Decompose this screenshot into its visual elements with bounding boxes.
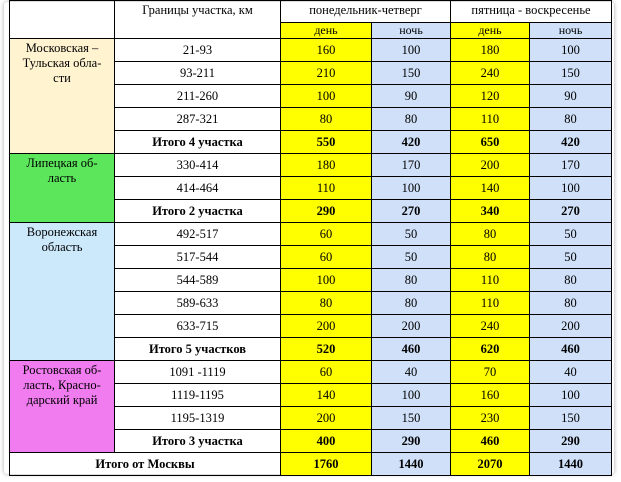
weekday-day-cell: 80	[281, 108, 372, 131]
region-line: ласть	[47, 171, 77, 185]
region-line: Воронежская	[26, 225, 98, 239]
weekday-day-cell: 60	[281, 246, 372, 269]
weekday-day-cell: 60	[281, 361, 372, 384]
weekend-day-cell: 240	[451, 62, 530, 85]
subtotal-label: Итого 5 участков	[115, 338, 281, 361]
weekday-day-cell: 210	[281, 62, 372, 85]
weekday-night-cell: 50	[372, 246, 451, 269]
weekday-night-cell: 80	[372, 269, 451, 292]
subtotal-label: Итого 4 участка	[115, 131, 281, 154]
weekday-day-cell: 60	[281, 223, 372, 246]
weekday-day-cell: 140	[281, 384, 372, 407]
weekend-day-cell: 240	[451, 315, 530, 338]
boundaries-header: Границы участка, км	[115, 1, 281, 39]
region-line: Московская –	[25, 41, 99, 55]
weekday-night-total: 460	[372, 338, 451, 361]
weekday-header: понедельник-четверг	[281, 1, 451, 23]
weekday-night-cell: 100	[372, 384, 451, 407]
region-line: Тульская обла-	[22, 56, 102, 70]
table-row	[10, 361, 612, 384]
weekday-night-cell: 80	[372, 292, 451, 315]
range-cell: 414-464	[115, 177, 281, 200]
range-cell: 492-517	[115, 223, 281, 246]
weekday-day-cell: 180	[281, 154, 372, 177]
weekend-night-cell: 170	[530, 154, 612, 177]
weekday-day-cell: 110	[281, 177, 372, 200]
grand-total-weekday-day: 1760	[281, 453, 372, 476]
table-row	[10, 39, 612, 62]
weekend-day-cell: 80	[451, 223, 530, 246]
weekend-day-cell: 70	[451, 361, 530, 384]
region-line: область	[41, 240, 83, 254]
weekend-day-total: 620	[451, 338, 530, 361]
weekend-night-total: 460	[530, 338, 612, 361]
weekday-night-cell: 150	[372, 407, 451, 430]
header-row	[10, 1, 612, 23]
weekday-day-total: 520	[281, 338, 372, 361]
range-cell: 544-589	[115, 269, 281, 292]
subtotal-label: Итого 3 участка	[115, 430, 281, 453]
weekday-day-cell: 160	[281, 39, 372, 62]
toll-rates-table	[9, 0, 612, 476]
weekday-day-header: день	[281, 23, 372, 39]
region-cell-voronezh	[10, 223, 115, 361]
weekend-day-cell: 120	[451, 85, 530, 108]
range-cell: 330-414	[115, 154, 281, 177]
weekend-night-total: 420	[530, 131, 612, 154]
weekday-day-total: 290	[281, 200, 372, 223]
weekday-night-cell: 80	[372, 108, 451, 131]
grand-total-weekend-night: 1440	[530, 453, 612, 476]
weekday-night-cell: 170	[372, 154, 451, 177]
range-cell: 633-715	[115, 315, 281, 338]
range-cell: 589-633	[115, 292, 281, 315]
weekday-night-cell: 40	[372, 361, 451, 384]
weekday-night-cell: 90	[372, 85, 451, 108]
weekday-night-cell: 100	[372, 39, 451, 62]
weekday-day-total: 400	[281, 430, 372, 453]
weekend-night-cell: 50	[530, 246, 612, 269]
weekend-day-cell: 110	[451, 108, 530, 131]
weekend-night-cell: 100	[530, 177, 612, 200]
weekday-day-cell: 100	[281, 85, 372, 108]
weekday-night-cell: 50	[372, 223, 451, 246]
weekend-day-cell: 110	[451, 292, 530, 315]
weekday-day-total: 550	[281, 131, 372, 154]
weekend-day-cell: 140	[451, 177, 530, 200]
weekend-day-total: 340	[451, 200, 530, 223]
weekday-day-cell: 200	[281, 315, 372, 338]
weekend-day-total: 460	[451, 430, 530, 453]
weekday-day-cell: 80	[281, 292, 372, 315]
table-row	[10, 154, 612, 177]
weekend-day-cell: 80	[451, 246, 530, 269]
range-cell: 287-321	[115, 108, 281, 131]
weekend-day-cell: 160	[451, 384, 530, 407]
weekend-night-cell: 80	[530, 108, 612, 131]
weekend-night-cell: 80	[530, 269, 612, 292]
weekend-day-cell: 110	[451, 269, 530, 292]
weekend-night-cell: 90	[530, 85, 612, 108]
weekday-night-total: 290	[372, 430, 451, 453]
weekend-day-cell: 200	[451, 154, 530, 177]
region-cell-rostov-krasnodar	[10, 361, 115, 453]
subtotal-label: Итого 2 участка	[115, 200, 281, 223]
range-cell: 93-211	[115, 62, 281, 85]
region-line: Липецкая об-	[26, 156, 98, 170]
range-cell: 1091 -1119	[115, 361, 281, 384]
weekend-night-cell: 150	[530, 407, 612, 430]
range-cell: 1119-1195	[115, 384, 281, 407]
weekend-day-total: 650	[451, 131, 530, 154]
weekend-day-cell: 180	[451, 39, 530, 62]
weekday-day-cell: 100	[281, 269, 372, 292]
table-row	[10, 223, 612, 246]
weekday-night-cell: 100	[372, 177, 451, 200]
weekend-night-cell: 100	[530, 384, 612, 407]
grand-total-label: Итого от Москвы	[10, 453, 281, 476]
region-line: Ростовская об-	[22, 363, 102, 377]
grand-total-weekend-day: 2070	[451, 453, 530, 476]
weekend-night-total: 270	[530, 200, 612, 223]
region-cell-lipetsk	[10, 154, 115, 223]
weekend-day-cell: 230	[451, 407, 530, 430]
region-cell-moscow-tula	[10, 39, 115, 154]
weekend-night-total: 290	[530, 430, 612, 453]
region-line: сти	[53, 71, 71, 85]
region-header-cell	[10, 1, 115, 39]
weekend-night-cell: 50	[530, 223, 612, 246]
weekend-night-cell: 200	[530, 315, 612, 338]
weekday-day-cell: 200	[281, 407, 372, 430]
weekday-night-cell: 200	[372, 315, 451, 338]
weekend-night-cell: 100	[530, 39, 612, 62]
weekend-night-cell: 80	[530, 292, 612, 315]
grand-total-row	[10, 453, 612, 476]
weekend-day-header: день	[451, 23, 530, 39]
region-line: ласть, Красно-	[23, 378, 101, 392]
range-cell: 211-260	[115, 85, 281, 108]
region-line: дарский край	[26, 393, 98, 407]
weekday-night-cell: 150	[372, 62, 451, 85]
range-cell: 21-93	[115, 39, 281, 62]
weekend-night-cell: 150	[530, 62, 612, 85]
weekend-night-header: ночь	[530, 23, 612, 39]
range-cell: 1195-1319	[115, 407, 281, 430]
weekend-night-cell: 40	[530, 361, 612, 384]
weekday-night-total: 270	[372, 200, 451, 223]
grand-total-weekday-night: 1440	[372, 453, 451, 476]
range-cell: 517-544	[115, 246, 281, 269]
weekend-header: пятница - воскресенье	[451, 1, 612, 23]
weekday-night-header: ночь	[372, 23, 451, 39]
weekday-night-total: 420	[372, 131, 451, 154]
